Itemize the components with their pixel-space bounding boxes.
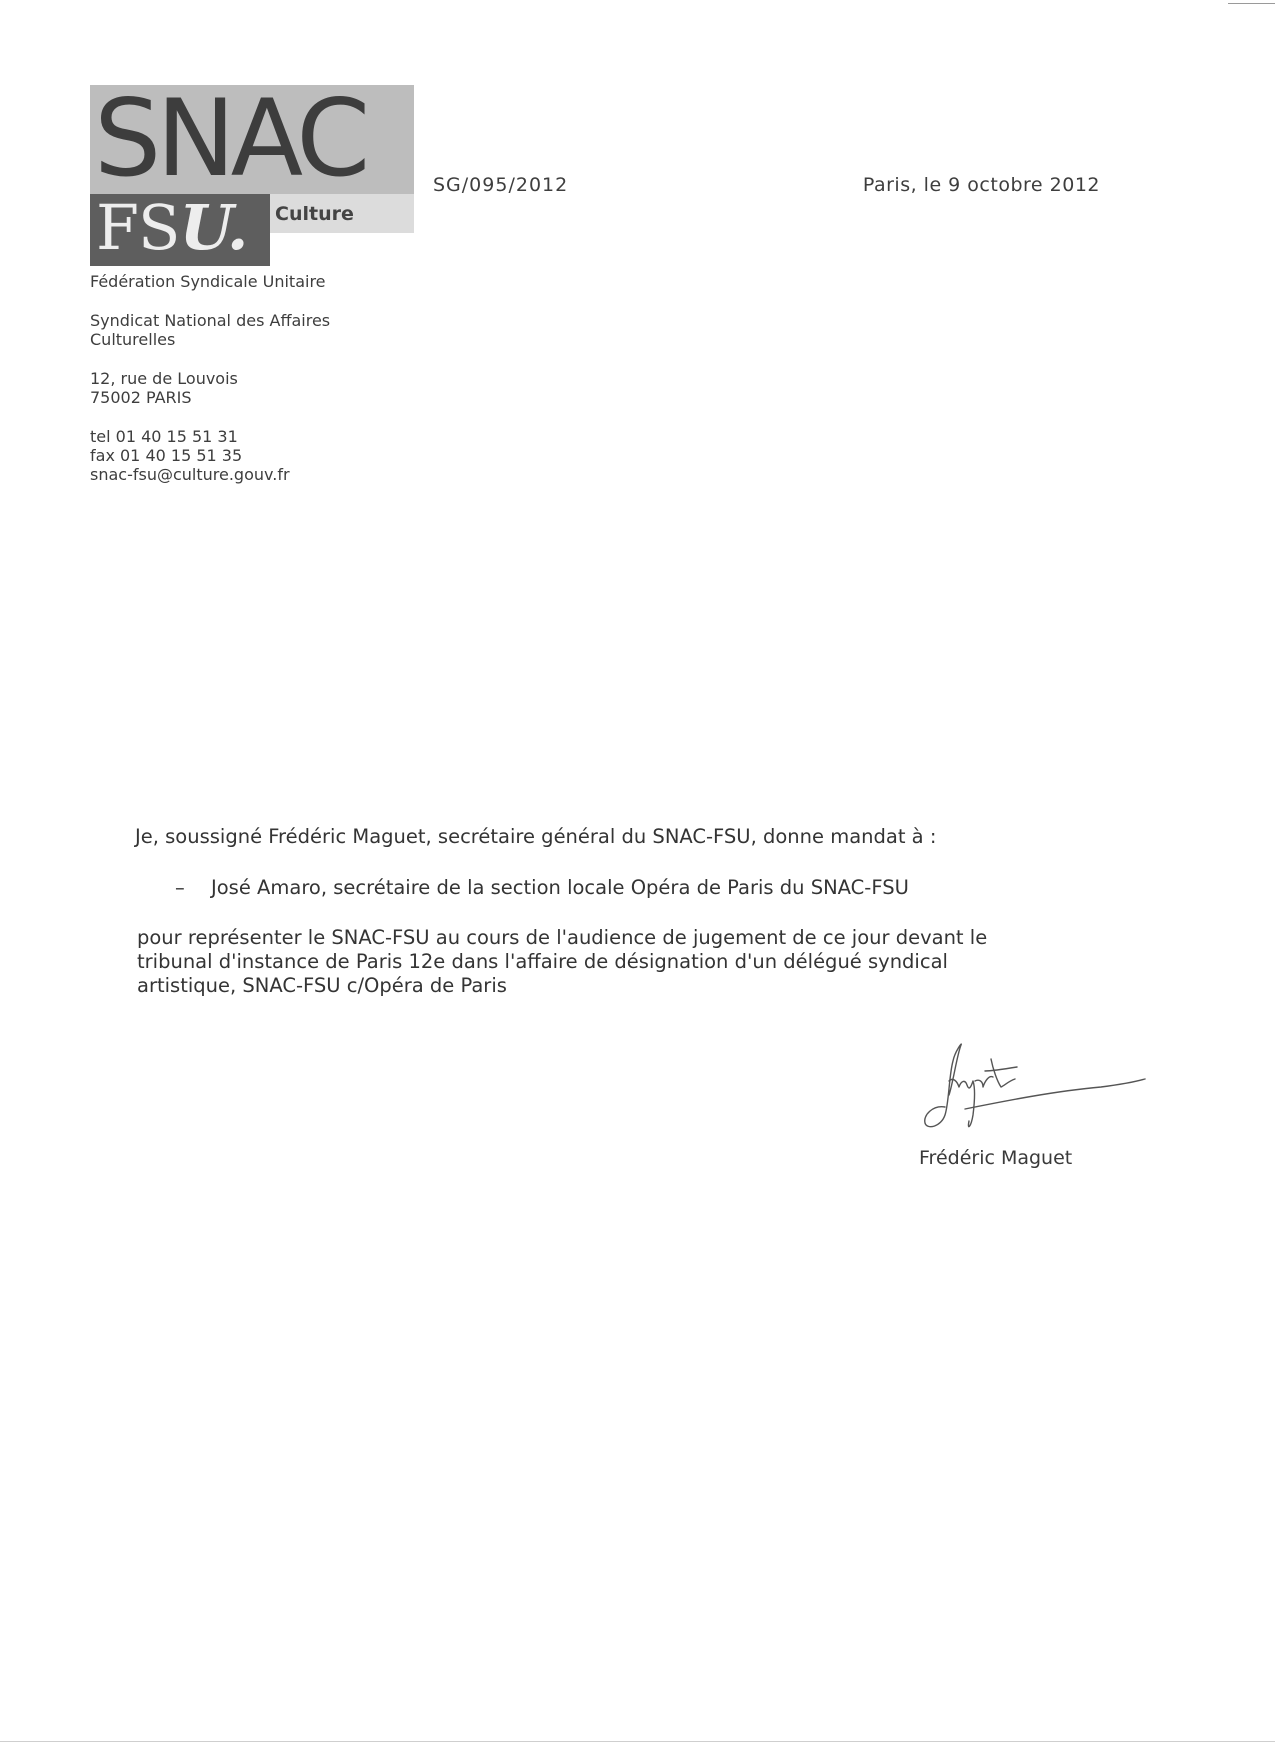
letter-reference: SG/095/2012 <box>433 174 569 196</box>
logo-fsu-text <box>96 188 247 268</box>
letter-date: Paris, le 9 octobre 2012 <box>862 174 1100 196</box>
mandate-delegate: José Amaro, secrétaire de la section locale Opéra de Paris du SNAC-FSU <box>211 876 909 899</box>
scan-edge-bottom <box>0 1741 1275 1742</box>
syndicat-name-line1: Syndicat National des Affaires <box>90 311 331 330</box>
address-street: 12, rue de Louvois <box>90 369 238 388</box>
address-city: 75002 PARIS <box>90 388 192 407</box>
scan-edge-top <box>1228 3 1275 4</box>
signer-name: Frédéric Maguet <box>919 1147 1073 1169</box>
logo-fsu-letters: FS <box>96 191 180 264</box>
mandate-list-item <box>175 876 909 900</box>
mandate-paragraph-line3: artistique, SNAC-FSU c/Opéra de Paris <box>137 974 507 997</box>
list-dash: – <box>175 876 185 899</box>
logo-snac-text: SNAC <box>94 77 366 200</box>
mandate-intro: Je, soussigné Frédéric Maguet, secrétaire général du SNAC-FSU, donne mandat à : <box>135 825 937 848</box>
syndicat-name-line2: Culturelles <box>90 330 176 349</box>
email-address: snac-fsu@culture.gouv.fr <box>90 465 290 484</box>
logo-culture-text: Culture <box>275 203 354 225</box>
logo-fsu-u: U. <box>179 191 248 264</box>
handwritten-signature <box>905 1035 1155 1135</box>
mandate-paragraph-line2: tribunal d'instance de Paris 12e dans l'affaire de désignation d'un délégué syndical <box>137 950 948 973</box>
federation-name: Fédération Syndicale Unitaire <box>90 272 326 291</box>
fax-number: fax 01 40 15 51 35 <box>90 446 243 465</box>
mandate-paragraph-line1: pour représenter le SNAC-FSU au cours de l'audience de jugement de ce jour devant le <box>137 926 988 949</box>
snac-fsu-logo <box>90 77 414 266</box>
phone-number: tel 01 40 15 51 31 <box>90 427 238 446</box>
